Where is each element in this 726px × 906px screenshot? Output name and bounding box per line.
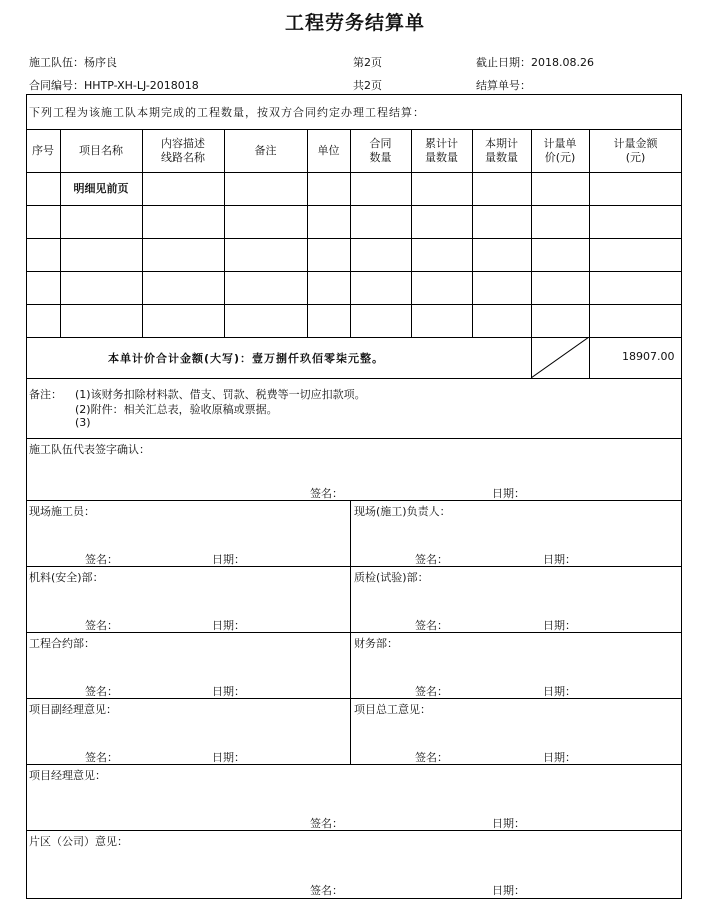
section-divider [350, 500, 351, 764]
diagonal-strike [531, 337, 589, 378]
site-staff-label: 现场施工员： [29, 505, 95, 518]
date-label: 日期： [543, 553, 576, 566]
team-rep-label: 施工队伍代表签字确认： [29, 443, 150, 456]
divider [26, 500, 682, 501]
quality-label: 质检(试验)部： [354, 571, 429, 584]
header-contract-qty: 合同 数量 [369, 137, 392, 164]
header-period-qty: 本期计 量数量 [485, 137, 518, 164]
project-manager-label: 项目经理意见： [29, 769, 106, 782]
sign-label: 签名： [415, 685, 448, 698]
date-label: 日期： [492, 884, 525, 897]
header-seq: 序号 [32, 144, 54, 157]
date-label: 日期： [492, 817, 525, 830]
divider [26, 238, 682, 239]
total-pages: 共2页 [353, 79, 382, 92]
sign-label: 签名： [415, 751, 448, 764]
sign-label: 签名： [310, 487, 343, 500]
date-label: 日期： [212, 751, 245, 764]
date-label: 日期： [543, 751, 576, 764]
divider [26, 830, 682, 831]
contract-dept-label: 工程合约部： [29, 637, 95, 650]
sign-label: 签名： [310, 884, 343, 897]
divider [26, 271, 682, 272]
date-label: 日期： [212, 685, 245, 698]
total-amount: 18907.00 [622, 350, 675, 363]
divider [26, 304, 682, 305]
deputy-manager-label: 项目副经理意见： [29, 703, 117, 716]
settlement-number: 结算单号： [476, 79, 531, 92]
date-label: 日期： [543, 619, 576, 632]
note-item: (1)该财务扣除材料款、借支、罚款、税费等一切应扣款项。 [75, 388, 366, 401]
total-amount-words: 本单计价合计金额(大写)：壹万捌仟玖佰零柒元整。 [108, 352, 385, 365]
header-unit-price: 计量单 价(元) [543, 137, 577, 164]
date-label: 日期： [492, 487, 525, 500]
date-label: 日期： [543, 685, 576, 698]
date-label: 日期： [212, 553, 245, 566]
page-number: 第2页 [353, 56, 382, 69]
sign-label: 签名： [85, 553, 118, 566]
header-remark: 备注 [254, 144, 277, 157]
notes-label: 备注： [29, 388, 62, 401]
note-item: (3) [75, 416, 91, 429]
date-label: 日期： [212, 619, 245, 632]
intro-text: 下列工程为该施工队本期完成的工程数量，按双方合同约定办理工程结算： [29, 106, 425, 119]
divider [26, 764, 682, 765]
site-lead-label: 现场(施工)负责人： [354, 505, 451, 518]
table-cell: 明细见前页 [73, 182, 129, 195]
header-description: 内容描述 线路名称 [161, 137, 205, 164]
sign-label: 签名： [415, 553, 448, 566]
finance-label: 财务部： [354, 637, 398, 650]
divider [26, 566, 682, 567]
divider [26, 205, 682, 206]
sign-label: 签名： [85, 619, 118, 632]
divider [26, 698, 682, 699]
team-name: 施工队伍：杨序良 [29, 56, 117, 69]
note-item: (2)附件：相关汇总表，验收原稿或票据。 [75, 403, 278, 416]
deadline-date: 截止日期：2018.08.26 [476, 56, 594, 69]
header-project: 项目名称 [79, 144, 123, 157]
divider [26, 378, 682, 379]
sign-label: 签名： [85, 751, 118, 764]
machinery-label: 机料(安全)部： [29, 571, 104, 584]
contract-number: 合同编号：HHTP-XH-LJ-2018018 [29, 79, 199, 92]
page-title: 工程劳务结算单 [284, 12, 425, 34]
chief-engineer-label: 项目总工意见： [354, 703, 431, 716]
district-label: 片区（公司）意见： [29, 835, 128, 848]
divider [26, 438, 682, 439]
divider [26, 632, 682, 633]
header-amount: 计量金额 (元) [613, 137, 658, 164]
header-unit: 单位 [317, 144, 340, 157]
form-frame [26, 94, 682, 899]
sign-label: 签名： [85, 685, 118, 698]
header-cumulative-qty: 累计计 量数量 [425, 137, 458, 164]
sign-label: 签名： [310, 817, 343, 830]
sign-label: 签名： [415, 619, 448, 632]
